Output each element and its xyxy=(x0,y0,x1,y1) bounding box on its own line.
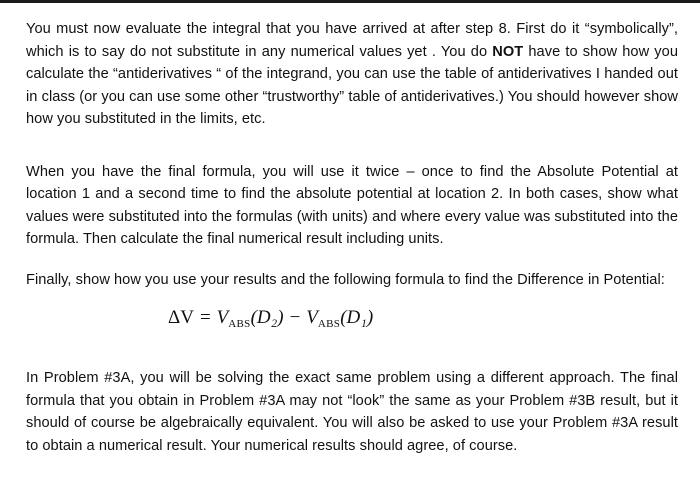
top-border-rule xyxy=(0,0,700,3)
document-body xyxy=(26,8,678,457)
paragraph-problem-3a: In Problem #3A, you will be solving the exact same problem using a different approach. The final formula that you obtain in Problem #3A may not “look” the same as your Problem #3B result, but it should of course be algebraically equivalent. You will also be asked to use your Problem #3A result to obtain a numerical result. Your numerical results should agree, of course. xyxy=(26,370,678,454)
formula-delta-v: ΔV xyxy=(168,307,194,328)
formula-subscript-abs-2: ABS xyxy=(228,318,251,330)
potential-difference-formula xyxy=(168,305,678,337)
bold-not: NOT xyxy=(492,43,524,60)
paragraph-1-text-start: You must now evaluate the integral that you have arrived at after step 8. First do it “symbolically”, which is to say do not substitute in any numerical values yet . You do xyxy=(26,21,678,60)
formula-v-symbol-2: V xyxy=(216,307,229,328)
paragraph-final-formula: When you have the final formula, you will use it twice – once to find the Absolute Potential at location 1 and a second time to find the absolute potential at location 2. In both cases, show what values were substituted into the formulas (with units) and where every value was substituted into the formula. Then calculate the final numerical result including units. xyxy=(26,163,678,247)
paragraph-1-text-end: have to show how you calculate the “antiderivatives “ of the integrand, you can use the table of antiderivatives I handed out in class (or you can use some other “trustworthy” table of antiderivatives.) You should however show how you substituted in the limits, etc. xyxy=(26,43,678,127)
paragraph-evaluate-integral xyxy=(26,18,678,131)
formula-arg-d2: (D₂) xyxy=(250,307,284,328)
formula-minus: − xyxy=(289,307,301,328)
formula-subscript-abs-1: ABS xyxy=(317,318,341,330)
formula-v-symbol-1: V xyxy=(306,307,318,328)
formula-equals: = xyxy=(199,307,211,328)
formula-arg-d1: (D₁) xyxy=(340,307,374,328)
paragraph-difference-intro: Finally, show how you use your results and the following formula to find the Difference in Potential: xyxy=(26,271,665,288)
